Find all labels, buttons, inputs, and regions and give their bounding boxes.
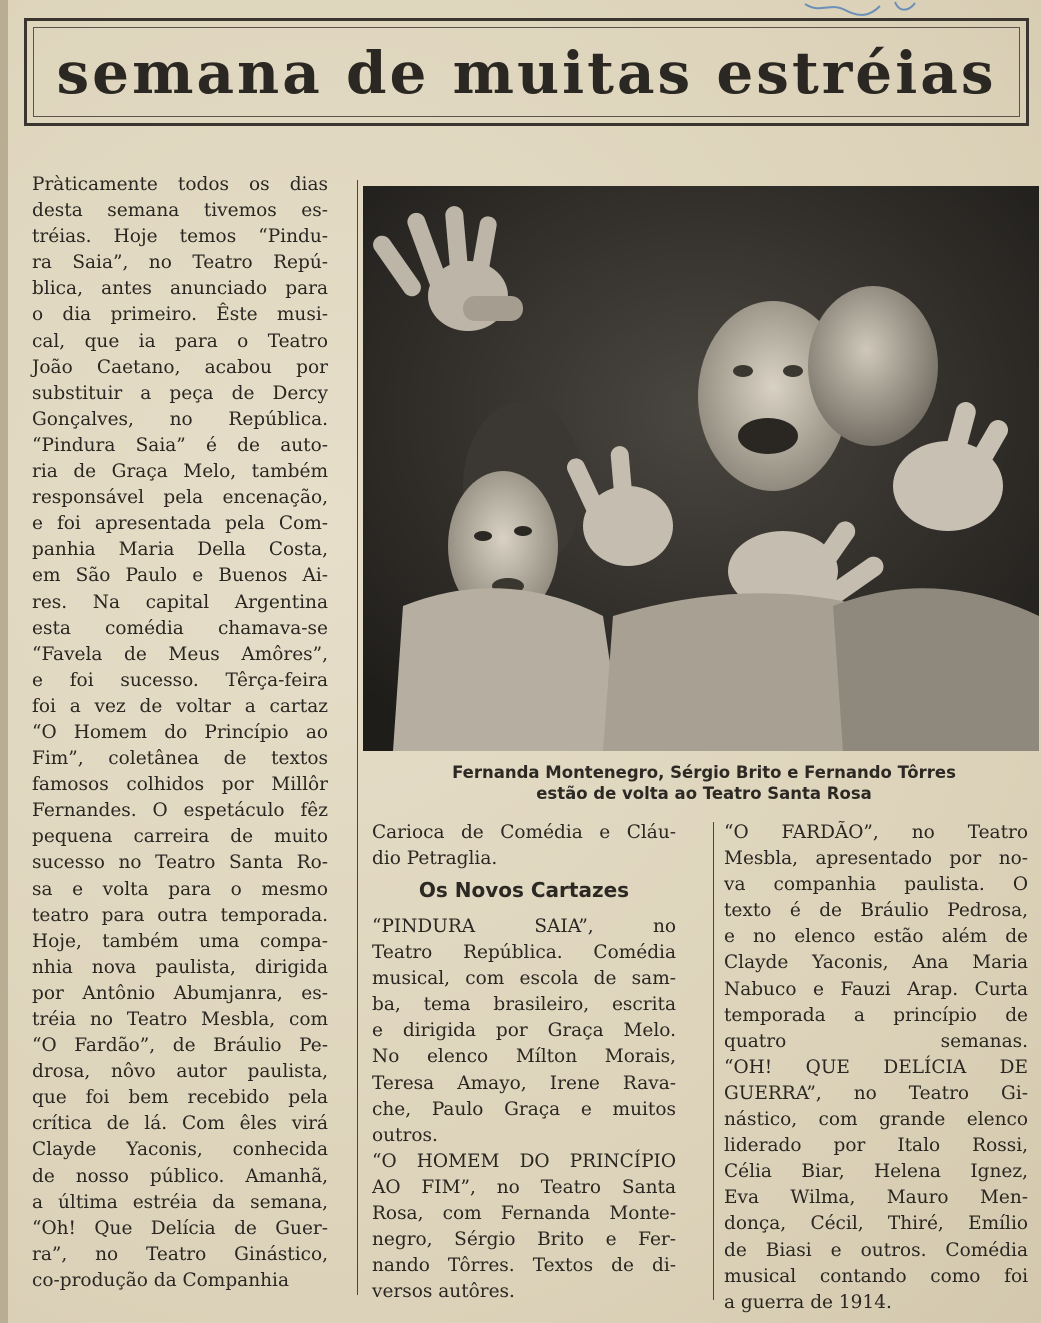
text-line: che, Paulo Graça e muitos xyxy=(372,1098,676,1120)
text-line: Fim”, coletânea de textos xyxy=(32,748,328,770)
text-line: substituir a peça de Dercy xyxy=(32,382,328,404)
text-line: desta semana tivemos es- xyxy=(32,200,328,222)
text-line: Nabuco e Fauzi Arap. Curta xyxy=(724,978,1028,1000)
text-line: “O FARDÃO”, no Teatro xyxy=(724,822,1028,843)
text-line: o dia primeiro. Êste musi- xyxy=(32,304,328,326)
text-line: donça, Cécil, Thiré, Emílio xyxy=(724,1213,1028,1235)
text-line: João Caetano, acabou por xyxy=(32,356,328,378)
article-column-3 xyxy=(724,820,1028,1316)
text-line: de Biasi e outros. Comédia xyxy=(724,1239,1028,1261)
text-line: ra”, no Teatro Ginástico, xyxy=(32,1243,328,1265)
text-line: res. Na capital Argentina xyxy=(32,591,328,613)
text-line: dio Petraglia. xyxy=(372,848,498,870)
text-line: No elenco Mílton Morais, xyxy=(372,1046,676,1068)
text-line: e no elenco estão além de xyxy=(724,926,1028,948)
text-line: foi a vez de voltar a cartaz xyxy=(32,695,328,717)
section-subhead: Os Novos Cartazes xyxy=(418,878,630,902)
text-line: Hoje, também uma compa- xyxy=(32,930,328,952)
text-line: temporada a princípio de xyxy=(724,1004,1028,1026)
text-line: Pràticamente todos os dias xyxy=(32,174,328,195)
text-line: GUERRA”, no Teatro Gi- xyxy=(724,1082,1028,1104)
text-line: Clayde Yaconis, Ana Maria xyxy=(724,952,1028,974)
text-line: “Pindura Saia” é de auto- xyxy=(32,434,328,456)
text-line: Eva Wilma, Mauro Men- xyxy=(724,1187,1028,1209)
text-line: “O Fardão”, de Bráulio Pe- xyxy=(32,1035,328,1057)
text-line: Teresa Amayo, Irene Rava- xyxy=(372,1072,676,1094)
text-line: responsável pela encenação, xyxy=(32,487,328,509)
text-line: panhia Maria Della Costa, xyxy=(32,539,328,561)
headline: semana de muitas estréias xyxy=(56,39,997,107)
text-line: e dirigida por Graça Melo. xyxy=(372,1020,676,1042)
text-line: sucesso no Teatro Santa Ro- xyxy=(32,852,328,874)
text-line: “O HOMEM DO PRINCÍPIO xyxy=(372,1150,676,1172)
text-line: Mesbla, apresentado por no- xyxy=(724,848,1028,870)
text-line: a última estréia da semana, xyxy=(32,1191,328,1213)
headline-frame xyxy=(24,18,1029,126)
text-line: Clayde Yaconis, conhecida xyxy=(32,1139,328,1161)
text-line: ba, tema brasileiro, escrita xyxy=(372,994,676,1016)
text-line: co-produção da Companhia xyxy=(32,1269,289,1291)
text-line: Célia Biar, Helena Ignez, xyxy=(724,1161,1028,1183)
column-rule-1 xyxy=(357,180,358,1295)
text-line: Rosa, com Fernanda Monte- xyxy=(372,1203,676,1225)
caption-line-2: estão de volta ao Teatro Santa Rosa xyxy=(536,784,872,803)
text-line: que foi bem recebido pela xyxy=(32,1087,328,1109)
text-line: por Antônio Abumjanra, es- xyxy=(32,982,328,1004)
text-line: “Oh! Que Delícia de Guer- xyxy=(32,1217,328,1239)
column-rule-2 xyxy=(713,822,714,1300)
text-line: nástico, com grande elenco xyxy=(724,1109,1028,1131)
photo-illustration xyxy=(363,186,1039,751)
text-line: liderado por Italo Rossi, xyxy=(724,1135,1028,1157)
text-line: em São Paulo e Buenos Ai- xyxy=(32,565,328,587)
text-line: “PINDURA SAIA”, no xyxy=(372,916,676,937)
text-line: crítica de lá. Com êles virá xyxy=(32,1113,328,1135)
text-line: “O Homem do Princípio ao xyxy=(32,721,328,743)
text-line: musical contando como foi xyxy=(724,1265,1028,1287)
page-edge xyxy=(0,0,8,1323)
text-line: versos autôres. xyxy=(372,1281,515,1303)
text-line: ra Saia”, no Teatro Repú- xyxy=(32,252,328,274)
text-line: “Favela de Meus Amôres”, xyxy=(32,643,328,665)
text-line: va companhia paulista. O xyxy=(724,874,1028,896)
text-line: blica, antes anunciado para xyxy=(32,278,328,300)
text-line: Teatro República. Comédia xyxy=(372,942,676,964)
pen-scribble xyxy=(800,0,920,18)
cast-photo xyxy=(363,186,1039,751)
text-line: Gonçalves, no República. xyxy=(32,408,328,430)
text-line: outros. xyxy=(372,1124,438,1146)
text-line: AO FIM”, no Teatro Santa xyxy=(372,1176,676,1198)
article-column-2 xyxy=(372,914,676,1305)
text-line: pequena carreira de muito xyxy=(32,826,328,848)
text-line: sa e volta para o mesmo xyxy=(32,878,328,900)
text-line: texto é de Bráulio Pedrosa, xyxy=(724,900,1028,922)
text-line: nando Tôrres. Textos de di- xyxy=(372,1255,676,1277)
text-line: ria de Graça Melo, também xyxy=(32,461,328,483)
text-line: nhia nova paulista, dirigida xyxy=(32,956,328,978)
text-line: cal, que ia para o Teatro xyxy=(32,330,328,352)
text-line: e foi apresentada pela Com- xyxy=(32,513,328,535)
photo-caption xyxy=(370,762,1038,804)
text-line: e foi sucesso. Têrça-feira xyxy=(32,669,328,691)
text-line: famosos colhidos por Millôr xyxy=(32,774,328,796)
text-line: negro, Sérgio Brito e Fer- xyxy=(372,1229,676,1251)
article-column-1 xyxy=(32,172,328,1294)
text-line: drosa, nôvo autor paulista, xyxy=(32,1061,328,1083)
text-line: musical, com escola de sam- xyxy=(372,968,676,990)
text-line: tréia no Teatro Mesbla, com xyxy=(32,1009,328,1030)
text-line: Carioca de Comédia e Cláu- xyxy=(372,822,676,843)
text-line: Fernandes. O espetáculo fêz xyxy=(32,800,328,822)
text-line: a guerra de 1914. xyxy=(724,1291,892,1313)
text-line: tréias. Hoje temos “Pindu- xyxy=(32,226,328,248)
text-line: “OH! QUE DELÍCIA DE xyxy=(724,1056,1028,1078)
article-column-2-top xyxy=(372,820,676,872)
text-line: de nosso público. Amanhã, xyxy=(32,1165,328,1187)
caption-line-1: Fernanda Montenegro, Sérgio Brito e Fernando Tôrres xyxy=(452,763,956,782)
text-line: teatro para outra temporada. xyxy=(32,904,328,926)
text-line: quatro semanas. xyxy=(724,1030,1028,1052)
text-line: esta comédia chamava-se xyxy=(32,617,328,639)
